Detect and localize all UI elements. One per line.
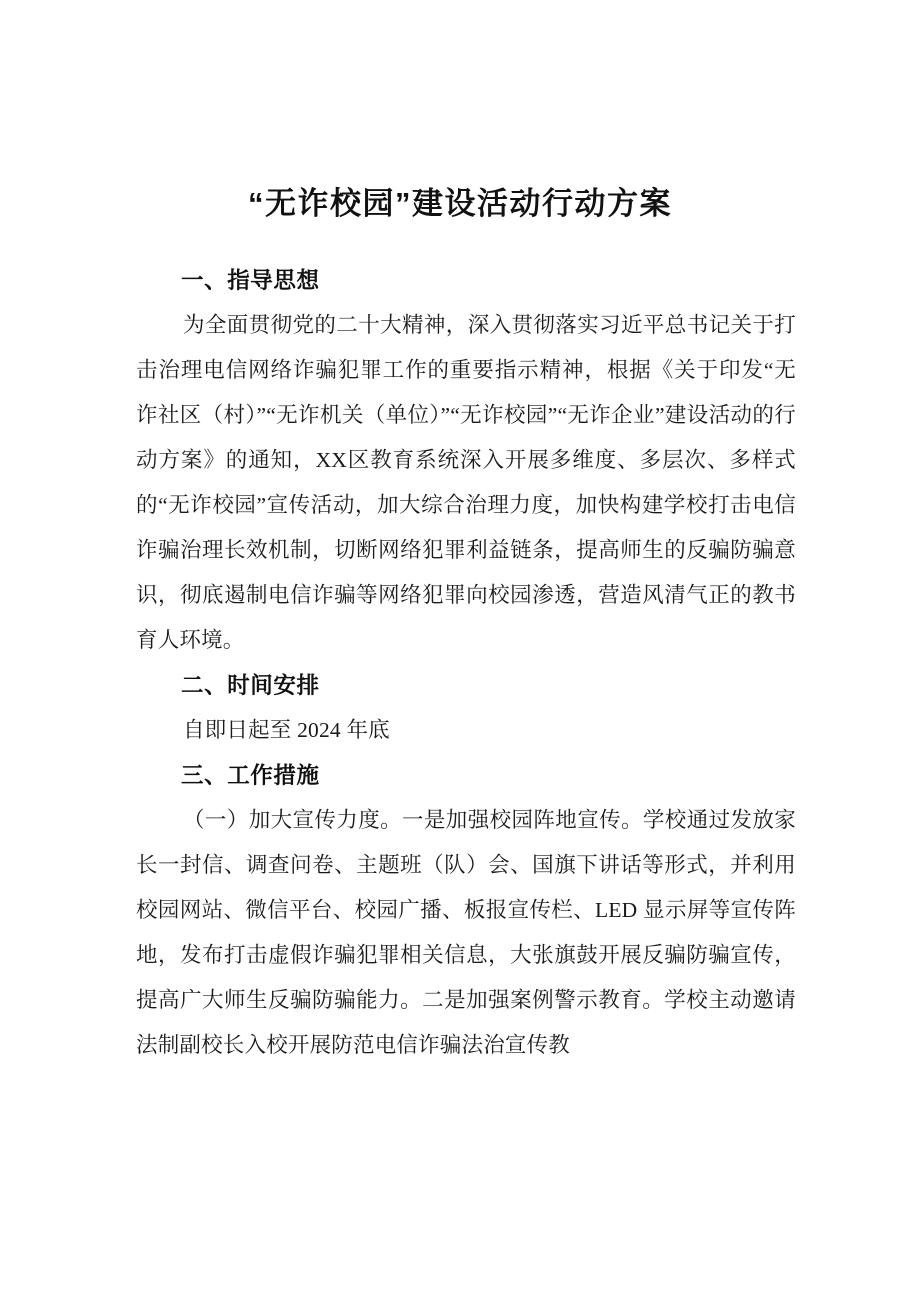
section-guiding-ideology bbox=[136, 258, 796, 663]
section-heading-2: 二、时间安排 bbox=[181, 673, 320, 698]
section-work-measures bbox=[136, 753, 796, 1068]
section-3-paragraph-1: （一）加大宣传力度。一是加强校园阵地宣传。学校通过发放家长一封信、调查问卷、主题班（队）会、国旗下讲话等形式，并利用校园网站、微信平台、校园广播、板报宣传栏、LED 显示屏等宣传阵地，发布打击虚假诈骗犯罪相关信息，大张旗鼓开展反骗防骗宣传，提高广大师生反骗防骗能力。二是加强案例警示教育。学校主动邀请法制副校长入校开展防范电信诈骗法治宣传教 bbox=[136, 808, 796, 1057]
page-title: “无诈校园”建设活动行动方案 bbox=[248, 185, 672, 221]
section-2-paragraph-1: 自即日起至 2024 年底 bbox=[183, 718, 390, 742]
section-heading-1: 一、指导思想 bbox=[181, 268, 320, 293]
section-time-arrangement bbox=[136, 663, 796, 753]
document-body bbox=[136, 258, 796, 1068]
section-heading-3: 三、工作措施 bbox=[181, 763, 320, 788]
section-1-paragraph-1: 为全面贯彻党的二十大精神，深入贯彻落实习近平总书记关于打击治理电信网络诈骗犯罪工作的重要指示精神，根据《关于印发“无诈社区（村）”“无诈机关（单位）”“无诈校园”“无诈企业”建设活动的行动方案》的通知，XX区教育系统深入开展多维度、多层次、多样式的“无诈校园”宣传活动，加大综合治理力度，加快构建学校打击电信诈骗治理长效机制，切断网络犯罪利益链条，提高师生的反骗防骗意识，彻底遏制电信诈骗等网络犯罪向校园渗透，营造风清气正的教书育人环境。 bbox=[136, 313, 796, 652]
